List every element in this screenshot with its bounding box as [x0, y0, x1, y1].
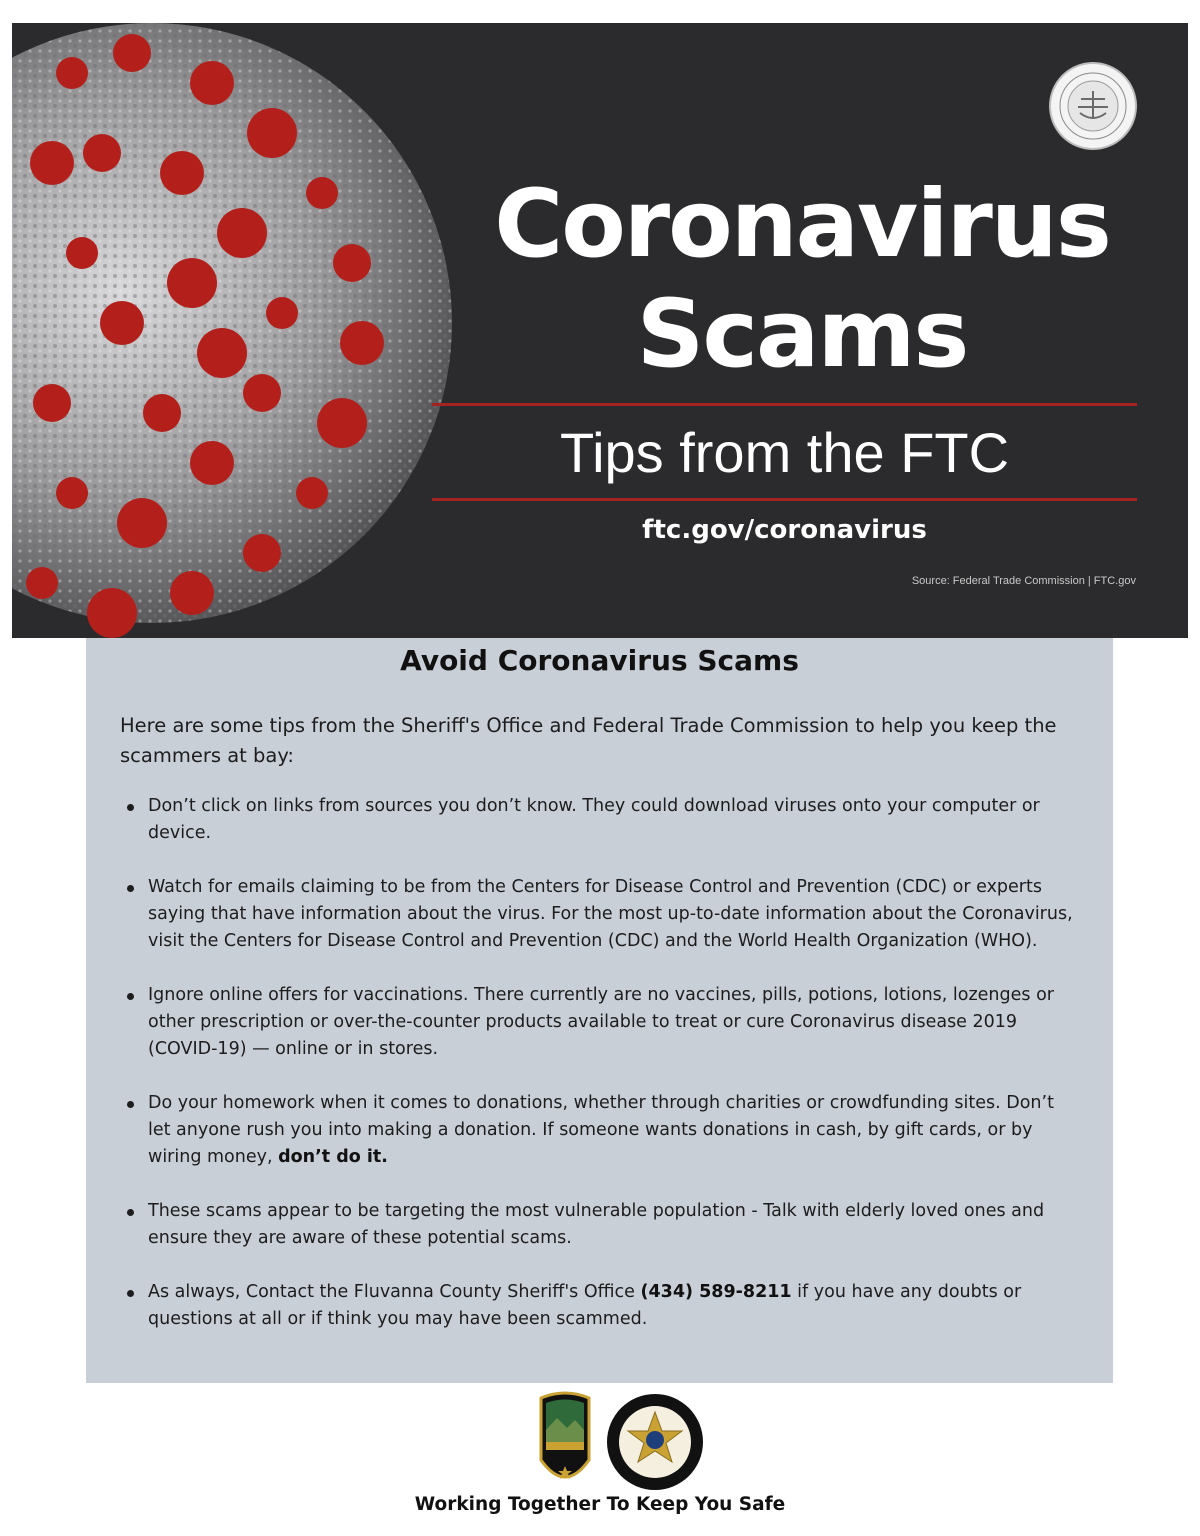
virus-spike [170, 571, 214, 615]
virus-spike [247, 108, 297, 158]
virus-spike [33, 384, 71, 422]
virus-spike [197, 328, 247, 378]
virus-spike [30, 141, 74, 185]
list-item: Don’t click on links from sources you don’t know. They could download viruses onto your computer or device. [120, 793, 1080, 847]
list-item: These scams appear to be targeting the most vulnerable population - Talk with elderly loved ones and ensure they are aware of these potential scams. [120, 1198, 1080, 1252]
virus-spike [190, 441, 234, 485]
footer-tagline: Working Together To Keep You Safe [414, 1494, 786, 1515]
virus-spike [100, 301, 144, 345]
virus-spike [190, 61, 234, 105]
hero-banner [12, 23, 1188, 638]
coronavirus-illustration [12, 23, 472, 638]
virus-spike [306, 177, 338, 209]
hero-divider-top [432, 403, 1137, 406]
virus-spike [26, 567, 58, 599]
virus-spike [87, 588, 137, 638]
virus-spike [243, 374, 281, 412]
virus-spike [217, 208, 267, 258]
sheriff-star-logo [607, 1394, 703, 1490]
hero-source-credit: Source: Federal Trade Commission | FTC.gov [911, 575, 1136, 587]
sheriff-badges [537, 1390, 707, 1492]
list-item: Watch for emails claiming to be from the Centers for Disease Control and Prevention (CDC) or experts saying that have information about the virus. For the most up-to-date information about the Coronavirus, visit the Centers for Disease Control and Prevention (CDC) and the World Health Organization (WHO). [120, 874, 1080, 955]
hero-divider-bottom [432, 498, 1137, 501]
hero-subtitle: Tips from the FTC [559, 421, 1010, 484]
list-item: Do your homework when it comes to donations, whether through charities or crowdfunding sites. Don’t let anyone rush you into making a donation. If someone wants donations in cash, by gift cards, or by wiring money, don’t do it. [120, 1090, 1080, 1171]
tips-panel [86, 638, 1113, 1383]
tips-list [120, 793, 1080, 1360]
panel-title: Avoid Coronavirus Scams [400, 644, 799, 677]
ftc-url-link[interactable]: ftc.gov/coronavirus [642, 515, 927, 545]
virus-spike [167, 258, 217, 308]
virus-spike [333, 244, 371, 282]
virus-spike [113, 34, 151, 72]
virus-spike [66, 237, 98, 269]
sheriff-phone-number[interactable]: (434) 589-8211 [640, 1282, 792, 1302]
virus-spike [56, 477, 88, 509]
list-item: Ignore online offers for vaccinations. There currently are no vaccines, pills, potions, lotions, lozenges or other prescription or over-the-counter products available to treat or cure Coronavirus disease 2019 (COVID-19) — online or in stores. [120, 982, 1080, 1063]
virus-spike [340, 321, 384, 365]
virus-spike [266, 297, 298, 329]
hero-title-line2: Scams [636, 280, 968, 389]
ftc-seal [1048, 61, 1138, 151]
virus-spike [296, 477, 328, 509]
virus-spike [117, 498, 167, 548]
virus-spike [243, 534, 281, 572]
sheriff-patch-logo [541, 1393, 589, 1479]
list-item: As always, Contact the Fluvanna County Sheriff's Office (434) 589-8211 if you have any doubts or questions at all or if think you may have been scammed. [120, 1279, 1080, 1333]
panel-intro: Here are some tips from the Sheriff's Office and Federal Trade Commission to help you keep the scammers at bay: [120, 714, 1057, 767]
virus-spike [83, 134, 121, 172]
virus-spike [160, 151, 204, 195]
virus-spike [56, 57, 88, 89]
warning-emphasis: don’t do it. [278, 1147, 388, 1167]
virus-spike [317, 398, 367, 448]
hero-title-line1: Coronavirus [494, 170, 1110, 279]
virus-spike [143, 394, 181, 432]
